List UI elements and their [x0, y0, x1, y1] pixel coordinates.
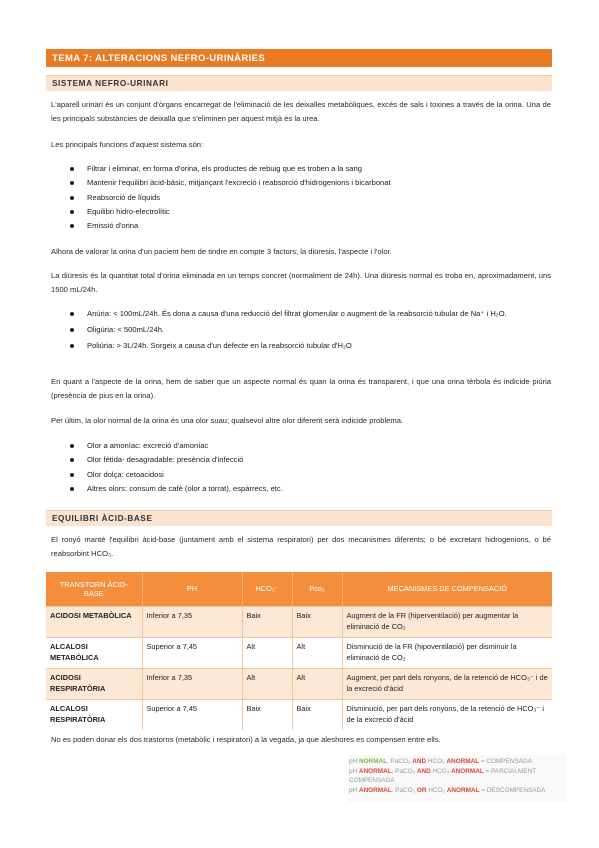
legend-line-descompensada [349, 786, 564, 796]
acid-base-table [46, 572, 552, 730]
functions-intro: Les principals funcions d'aquest sistema són: [51, 140, 204, 149]
legend-text: ANORMAL [446, 758, 480, 765]
table-cell: Superior a 7,45 [142, 699, 242, 730]
table-cell: ALCALOSI RESPIRATÒRIA [46, 699, 142, 730]
legend-text: ANORMAL [451, 767, 484, 775]
list-item: Mantenir l'equilibri àcid-bàsic, mitjançant l'excreció i reabsorció d'hidrogenions i bicarbonat [70, 176, 550, 190]
list-item: Emissió d'orina [70, 219, 550, 233]
legend-text: OR [416, 786, 427, 794]
table-cell: Baix [242, 699, 292, 730]
column-header: PH [142, 572, 242, 606]
olor-paragraph: Per últim, la olor normal de la orina és una olor suau; qualsevol altre olor diferent serà indicide problema. [51, 416, 404, 425]
legend-text: AND [416, 767, 431, 775]
legend-text: ANORMAL [358, 767, 392, 775]
list-item: Anúria: < 100mL/24h. És dona a causa d'una reducció del filtrat glomerular o augment de la reabsorció tubular de Na⁺ i H₂O. [70, 307, 550, 320]
functions-list [70, 162, 550, 233]
list-item: Oligúria: < 500mL/24h. [70, 323, 550, 336]
page-title: TEMA 7: ALTERACIONS NEFRO-URINÀRIES [46, 49, 552, 67]
table-cell: Inferior a 7,35 [142, 668, 242, 699]
legend-text: ANORMAL [358, 786, 392, 794]
legend-text: pH [349, 758, 359, 765]
legend-text: pH [349, 767, 359, 775]
legend-text: = COMPENSADA [479, 758, 532, 765]
legend-text: HCO₃ [426, 758, 447, 765]
section-heading-nefro: SISTEMA NEFRO-URINARI [46, 75, 552, 91]
legend-text: = DESCOMPENSADA [479, 786, 546, 794]
list-item: Olor fètida- desagradable: presència d'infecció [70, 453, 550, 467]
list-item: Olor a amoníac: excreció d'amoníac [70, 439, 550, 453]
table-row [46, 668, 552, 699]
table-cell: Alt [292, 668, 342, 699]
diuresis-paragraph: La diüresis és la quantitat total d'orina eliminada en un temps concret (normalment de 24h). Una diüresis normal es troba en, aproximadament, uns 1500 mL/24h. [51, 271, 551, 294]
acid-base-intro: El ronyó manté l'equilibri àcid-base (juntament amb el sistema respiratori) per dos mecanismes diferents; o bé excretant hidrogenions, o bé reabsorbint HCO₃. [51, 535, 551, 558]
list-item: Filtrar i eliminar, en forma d'orina, els productes de rebuig que es troben a la sang [70, 162, 550, 176]
column-header: Pco₂ [292, 572, 342, 606]
table-cell: ACIDOSI METABÒLICA [46, 606, 142, 637]
table-cell: Baix [292, 699, 342, 730]
legend-line-parcial [349, 767, 564, 786]
table-cell: ALCALOSI METABÒLICA [46, 637, 142, 668]
legend-text: HCO₃ [426, 786, 447, 794]
table-cell: Augment de la FR (hiperventilació) per augmentar la eliminació de CO₂ [342, 606, 552, 637]
list-item: Reabsorció de líquids [70, 191, 550, 205]
legend-text: pH [349, 786, 359, 794]
list-item: Equilibri hidro-electrolític [70, 205, 550, 219]
aspecte-paragraph: En quant a l'aspecte de la orina, hem de saber que un aspecte normal és quan la orina és transparent, i que una orina tèrbola és indicide piúria (presència de pius en la orina). [51, 377, 551, 400]
table-cell: Alt [242, 668, 292, 699]
table-cell: Augment, per part dels ronyons, de la retenció de HCO₃⁻ i de la excreció d'àcid [342, 668, 552, 699]
table-cell: Alt [242, 637, 292, 668]
legend-line-compensada [349, 757, 564, 767]
table-row [46, 637, 552, 668]
legend-text: = PARCIALMENT COMPENSADA [349, 767, 536, 784]
intro-paragraph: L'aparell urinari és un conjunt d'òrgans encarregat de l'eliminació de les deixalles metabòliques, excés de sals i toxines a través de la orina. Una de les principals substàncies de deixalla que s'eliminen per aquest mitjà és la urea. [51, 100, 551, 123]
legend-text: ANORMAL [446, 786, 480, 794]
column-header: HCO₃⁻ [242, 572, 292, 606]
table-cell: Baix [292, 606, 342, 637]
table-cell: Superior a 7,45 [142, 637, 242, 668]
column-header: MECANISMES DE COMPENSACIÓ [342, 572, 552, 606]
list-item: Altres olors: consum de cafè (olor a torrat), espàrrecs, etc. [70, 482, 550, 496]
factors-paragraph: Alhora de valorar la orina d'un pacient hem de tindre en compte 3 factors; la diüresis, l'aspecte i l'olor. [51, 247, 392, 256]
table-cell: Baix [242, 606, 292, 637]
compensation-legend [349, 757, 564, 795]
acid-base-footer: No es poden donar els dos trastorns (metabòlic i respiratori) a la vegada, ja que aleshores es compensen entre ells. [51, 735, 441, 744]
diuresis-list [70, 307, 550, 352]
table-row [46, 699, 552, 730]
table-row [46, 606, 552, 637]
legend-text: NORMAL [358, 758, 387, 765]
table-cell: Alt [292, 637, 342, 668]
legend-text: HCO₃ [430, 767, 452, 775]
table-cell: ACIDOSI RESPIRATÒRIA [46, 668, 142, 699]
table-header-row [46, 572, 552, 606]
column-header: TRANSTORN ÀCID-BASE [46, 572, 142, 606]
table-cell: Disminució, per part dels ronyons, de la retenció de HCO₃⁻ i de la excreció d'àcid [342, 699, 552, 730]
legend-text: , PaCO₂ [387, 758, 413, 765]
list-item: Olor dolça: cetoacidosi [70, 468, 550, 482]
table-cell: Inferior a 7,35 [142, 606, 242, 637]
legend-text: AND [412, 758, 427, 765]
section-heading-acid-base: EQUILIBRI ÀCID-BASE [46, 510, 552, 526]
legend-text: , PaCO₂ [391, 767, 417, 775]
legend-text: , PaCO₂ [391, 786, 417, 794]
list-item: Poliúria: > 3L/24h. Sorgeix a causa d'un defecte en la reabsorció tubular d'H₂O [70, 339, 550, 352]
olor-list [70, 439, 550, 496]
table-cell: Disminució de la FR (hipoventilació) per disminuir la eliminació de CO₂ [342, 637, 552, 668]
